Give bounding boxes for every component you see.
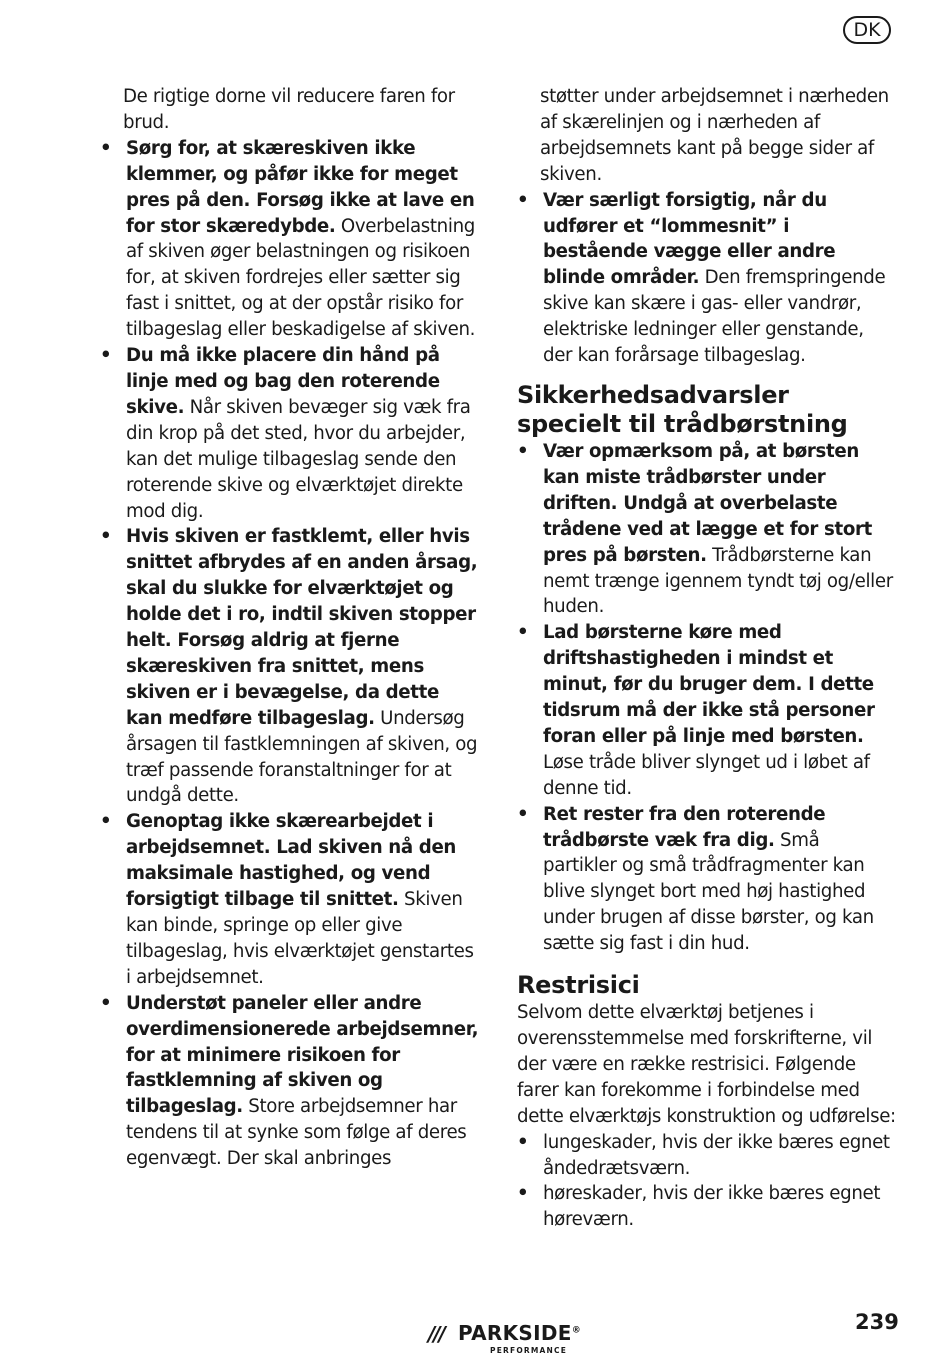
bullet-icon: •: [100, 992, 112, 1014]
continuation-text: De rigtige dorne vil reducere faren for brud.: [123, 86, 455, 133]
bullet-icon: •: [100, 137, 112, 159]
list-item: [517, 1130, 897, 1182]
language-badge: DK: [843, 16, 891, 44]
section-heading-wire-brushing: Sikkerhedsadvarsler specielt til trådbørstning: [517, 380, 848, 438]
section-heading-residual-risks: Restrisici: [517, 971, 640, 1000]
bullet-icon: •: [100, 526, 112, 548]
warning-bold-text: Lad børsterne køre med driftshastigheden i mindst et minut, før du bruger dem. I dette tidsrum må der ikke stå personer foran eller på linje med børsten.: [543, 622, 875, 747]
bullet-icon: •: [100, 345, 112, 367]
warning-body-text: Skiven kan binde, springe op eller give tilbageslag, hvis elværktøjet genstartes i arbejdsemnet.: [126, 889, 474, 988]
warning-body-text: Store arbejdsemner har tendens til at synke som følge af deres egenvægt. Der skal anbringes: [126, 1096, 467, 1170]
left-column: [100, 84, 480, 1172]
warning-bold-text: Hvis skiven er fastklemt, eller hvis snittet afbrydes af en anden årsag, skal du slukke for elværktøjet og holde det i ro, indtil skiven stopper helt. Forsøg aldrig at fjerne skæreskiven fra snittet, mens skiven er i bevægelse, da dette kan medføre tilbageslag.: [126, 526, 478, 729]
warning-body-text: Den fremspringende skive kan skære i gas- eller vandrør, elektriske ledninger eller genstande, der kan forårsage tilbageslag.: [543, 267, 886, 367]
bullet-icon: •: [517, 622, 529, 644]
list-item: [517, 188, 897, 369]
list-item: [517, 439, 897, 620]
warning-bold-text: Genoptag ikke skærearbejdet i arbejdsemnet. Lad skiven nå den maksimale hastighed, og vend forsigtigt tilbage til snittet.: [126, 811, 457, 911]
continuation-text: støtter under arbejdsemnet i nærheden af skærelinjen og i nærheden af arbejdsemnets kant på begge sider af skiven.: [540, 86, 889, 185]
registered-mark: ®: [571, 1325, 582, 1336]
warning-body-text: Små partikler og små trådfragmenter kan blive slynget bort med høj hastighed under brugen af disse børster, og kan sætte sig fast i din hud.: [543, 829, 874, 955]
warning-bold-text: Ret rester fra den roterende trådbørste væk fra dig.: [543, 803, 826, 851]
warning-bold-text: Vær særligt forsigtig, når du udfører et “lommesnit” i bestående vægge eller andre blinde områder.: [543, 189, 836, 289]
list-item: [100, 524, 480, 809]
warning-bold-text: Sørg for, at skæreskiven ikke klemmer, og påfør ikke for meget pres på den. Forsøg ikke at lave en for stor skæredybde.: [126, 137, 475, 237]
risk-item-text: høreskader, hvis der ikke bæres egnet høreværn.: [543, 1183, 881, 1231]
bullet-icon: •: [517, 189, 529, 211]
logo-slashes-icon: ///: [428, 1322, 444, 1346]
list-item: [517, 620, 897, 801]
list-item: [100, 809, 480, 990]
warning-bold-text: Du må ikke placere din hånd på linje med og bag den roterende skive.: [126, 345, 440, 418]
warning-body-text: Overbelastning af skiven øger belastningen og risikoen for, at skiven fordrejes eller sætter sig fast i snittet, og at der opstår risiko for tilbageslag eller beskadigelse af skiven.: [126, 215, 476, 341]
list-item: [517, 1181, 897, 1233]
list-item: [100, 343, 480, 524]
section-body-text: Selvom dette elværktøj betjenes i overensstemmelse med forskrifterne, vil der være en række restrisici. Følgende farer kan forekomme i forbindelse med dette elværktøjs konstruktion og udførelse:: [517, 1002, 896, 1127]
bullet-icon: •: [517, 803, 529, 825]
warning-body-text: Undersøg årsagen til fastklemningen af skiven, og træf passende foranstaltninger for at undgå dette.: [126, 707, 478, 807]
parkside-logo: [428, 1320, 588, 1356]
logo-brand-text: [458, 1321, 581, 1345]
logo-sub-text: PERFORMANCE: [490, 1346, 568, 1355]
warning-body-text: Når skiven bevæger sig væk fra din krop på det sted, hvor du arbejder, kan det mulige tilbageslag sende den roterende skive og elværktøjet direkte mod dig.: [126, 396, 471, 522]
warning-bold-text: Vær opmærksom på, at børsten kan miste trådbørster under driften. Undgå at overbelaste trådene ved at lægge et for stort pres på børsten.: [543, 440, 872, 566]
bullet-icon: •: [517, 1131, 529, 1153]
right-column: [517, 84, 897, 1233]
warning-bold-text: Understøt paneler eller andre overdimensionerede arbejdsemner, for at minimere risikoen for fastklemning af skiven og tilbageslag.: [126, 992, 479, 1118]
bullet-icon: •: [517, 440, 529, 462]
bullet-icon: •: [517, 1183, 529, 1205]
page-number: 239: [855, 1310, 899, 1334]
risk-item-text: lungeskader, hvis der ikke bæres egnet åndedrætsværn.: [543, 1131, 890, 1179]
bullet-icon: •: [100, 811, 112, 833]
warning-body-text: Trådbørsterne kan nemt trænge igennem tyndt tøj og/eller huden.: [543, 544, 893, 618]
list-item: [100, 136, 480, 343]
warning-body-text: Løse tråde bliver slynget ud i løbet af denne tid.: [543, 751, 870, 799]
list-item: [517, 802, 897, 957]
list-item: [100, 991, 480, 1172]
brand-name: PARKSIDE: [458, 1321, 572, 1345]
